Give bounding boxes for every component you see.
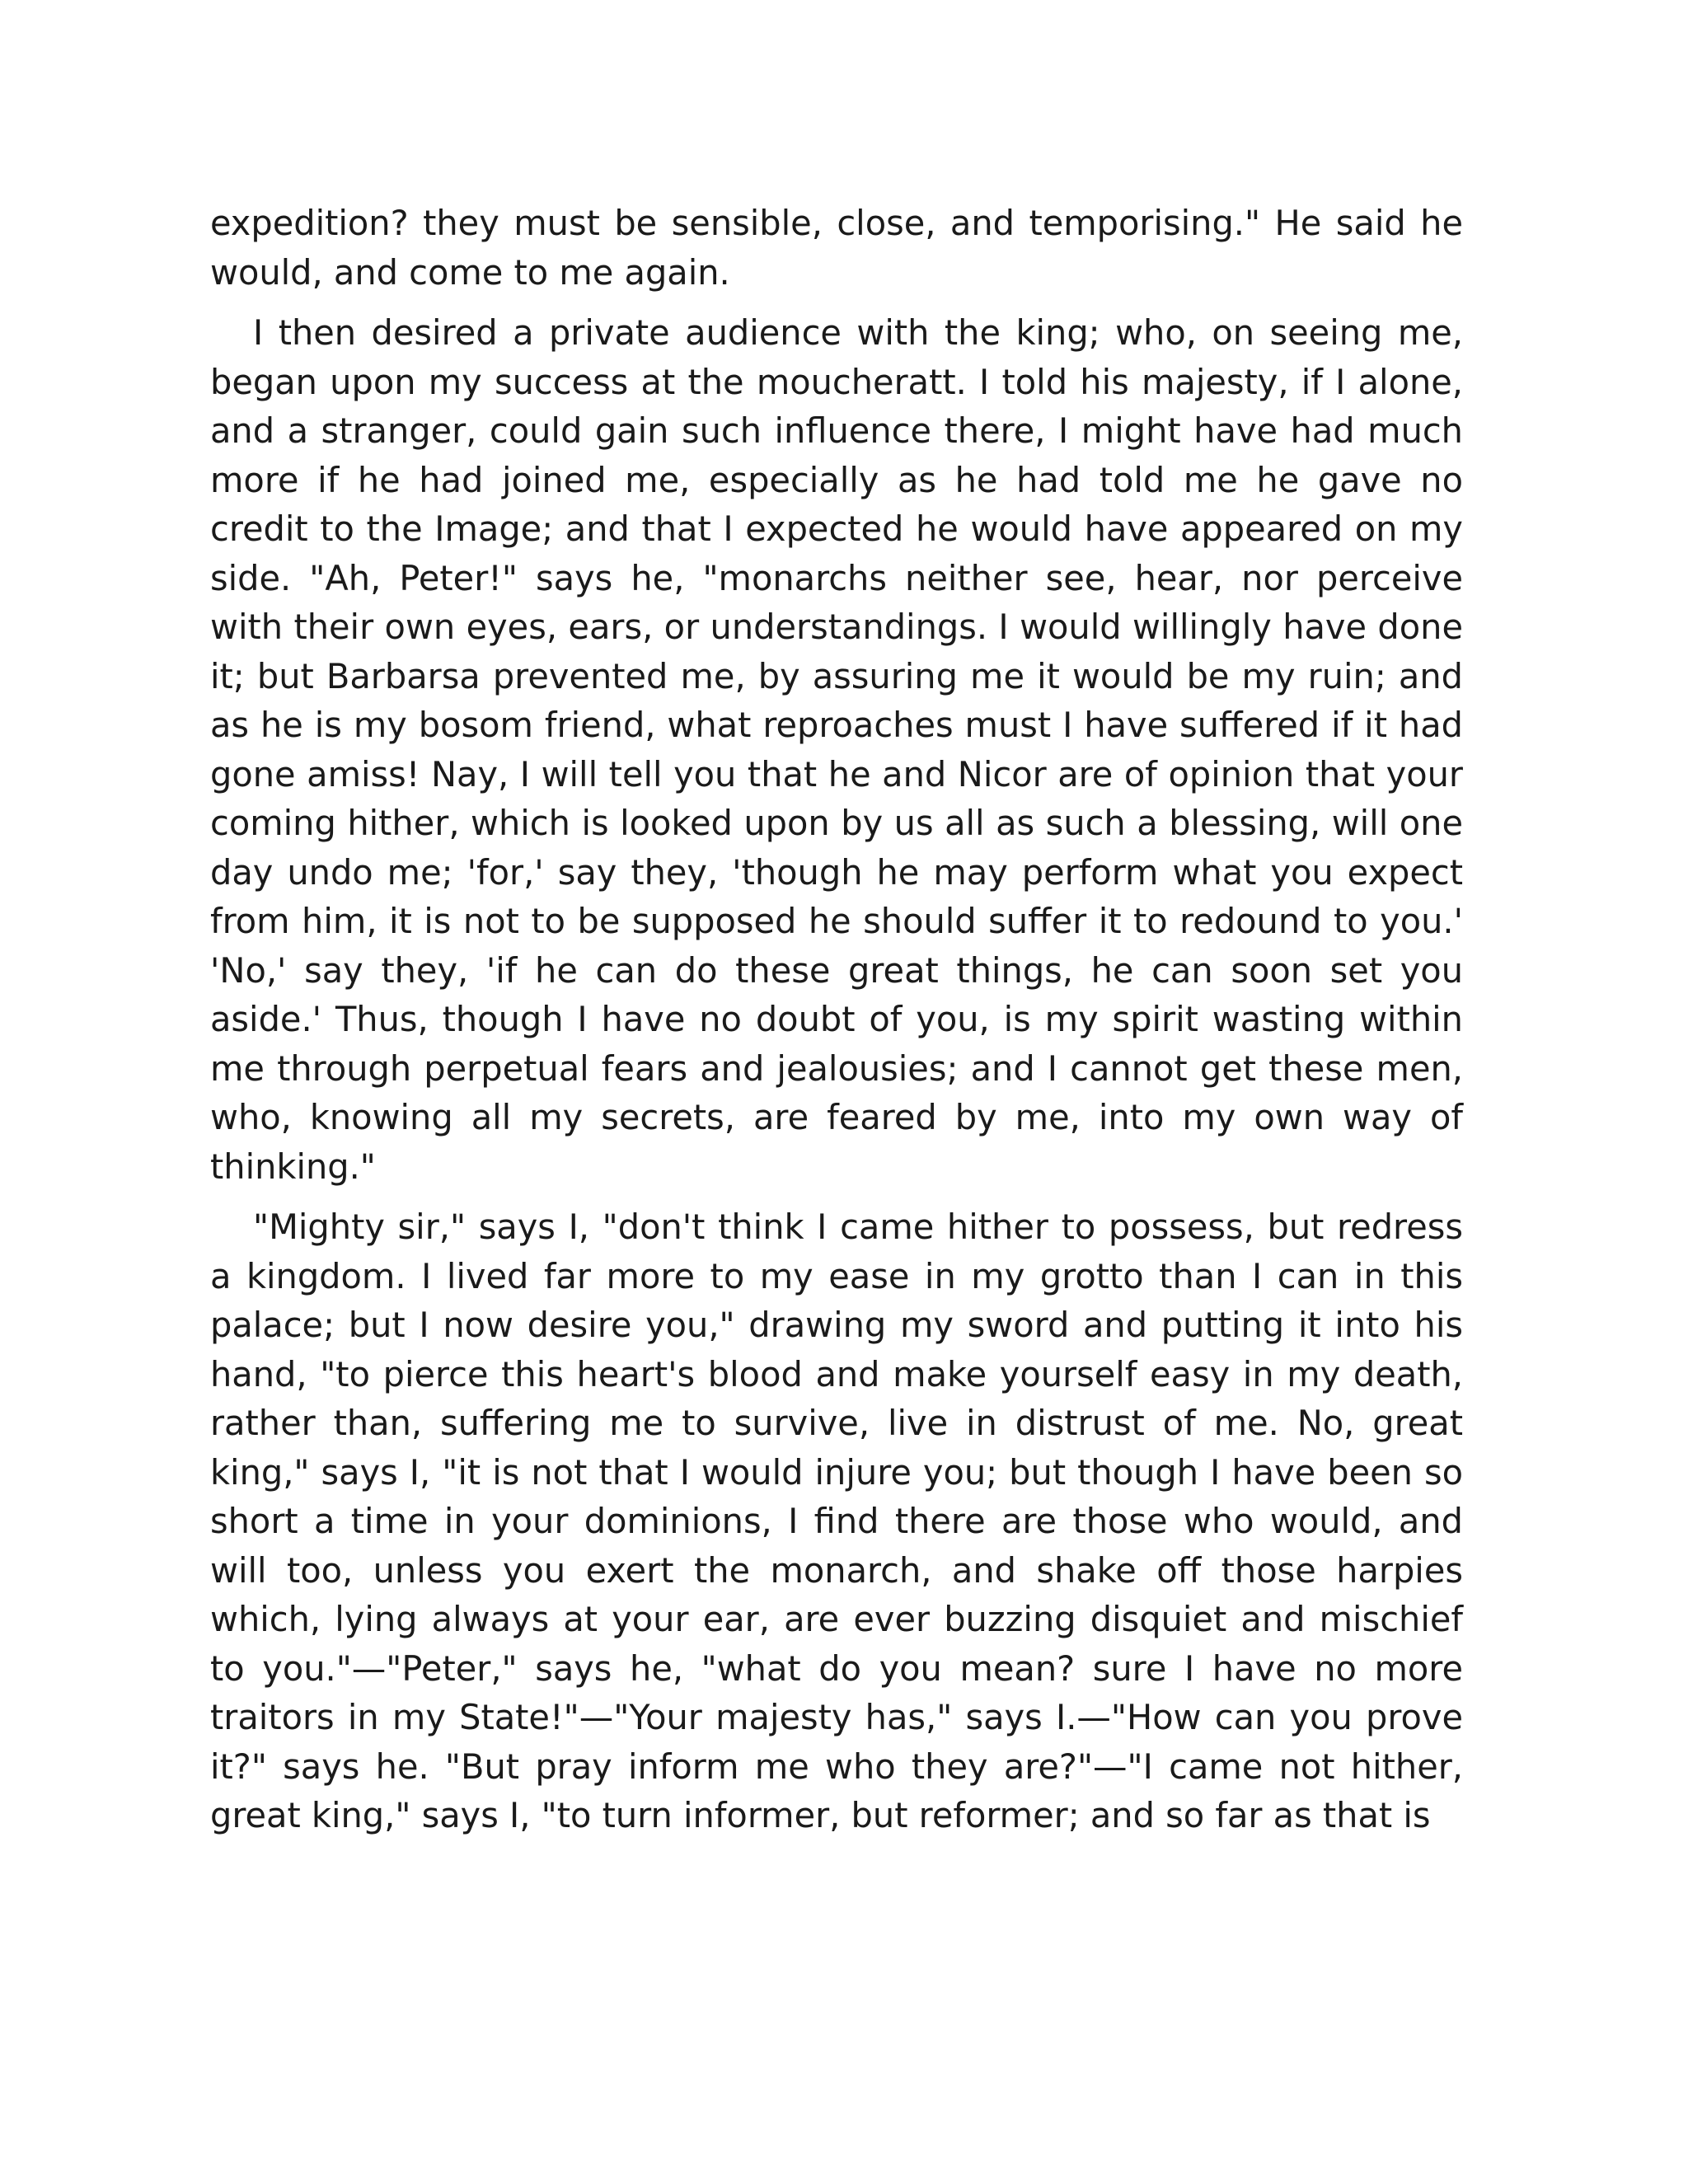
- page-text: [210, 199, 1463, 1852]
- paragraph-private-audience: I then desired a private audience with the king; who, on seeing me, began upon my success at the moucheratt. I told his majesty, if I alone, and a stranger, could gain such influence there, I might have had much more if he had joined me, especially as he had told me he gave no credit to the Image; and that I expected he would have appeared on my side. "Ah, Peter!" says he, "monarchs neither see, hear, nor perceive with their own eyes, ears, or understandings. I would willingly have done it; but Barbarsa prevented me, by assuring me it would be my ruin; and as he is my bosom friend, what reproaches must I have suffered if it had gone amiss! Nay, I will tell you that he and Nicor are of opinion that your coming hither, which is looked upon by us all as such a blessing, will one day undo me; 'for,' say they, 'though he may perform what you expect from him, it is not to be supposed he should suffer it to redound to you.' 'No,' say they, 'if he can do these great things, he can soon set you aside.' Thus, though I have no doubt of you, is my spirit wasting within me through perpetual fears and jealousies; and I cannot get these men, who, knowing all my secrets, are feared by me, into my own way of thinking.": [210, 312, 1463, 1187]
- paragraph-mighty-sir: "Mighty sir," says I, "don't think I came hither to possess, but redress a kingdom. I lived far more to my ease in my grotto than I can in this palace; but I now desire you," drawing my sword and putting it into his hand, "to pierce this heart's blood and make yourself easy in my death, rather than, suffering me to survive, live in distrust of me. No, great king," says I, "it is not that I would injure you; but though I have been so short a time in your dominions, I find there are those who would, and will too, unless you exert the monarch, and shake off those harpies which, lying always at your ear, are ever buzzing disquiet and mischief to you."—"Peter," says he, "what do you mean? sure I have no more traitors in my State!"—"Your majesty has," says I.—"How can you prove it?" says he. "But pray inform me who they are?"—"I came not hither, great king," says I, "to turn informer, but reformer; and so far as that is: [210, 1207, 1463, 1835]
- paragraph-continuation: expedition? they must be sensible, close, and temporising." He said he would, and come to me again.: [210, 203, 1463, 293]
